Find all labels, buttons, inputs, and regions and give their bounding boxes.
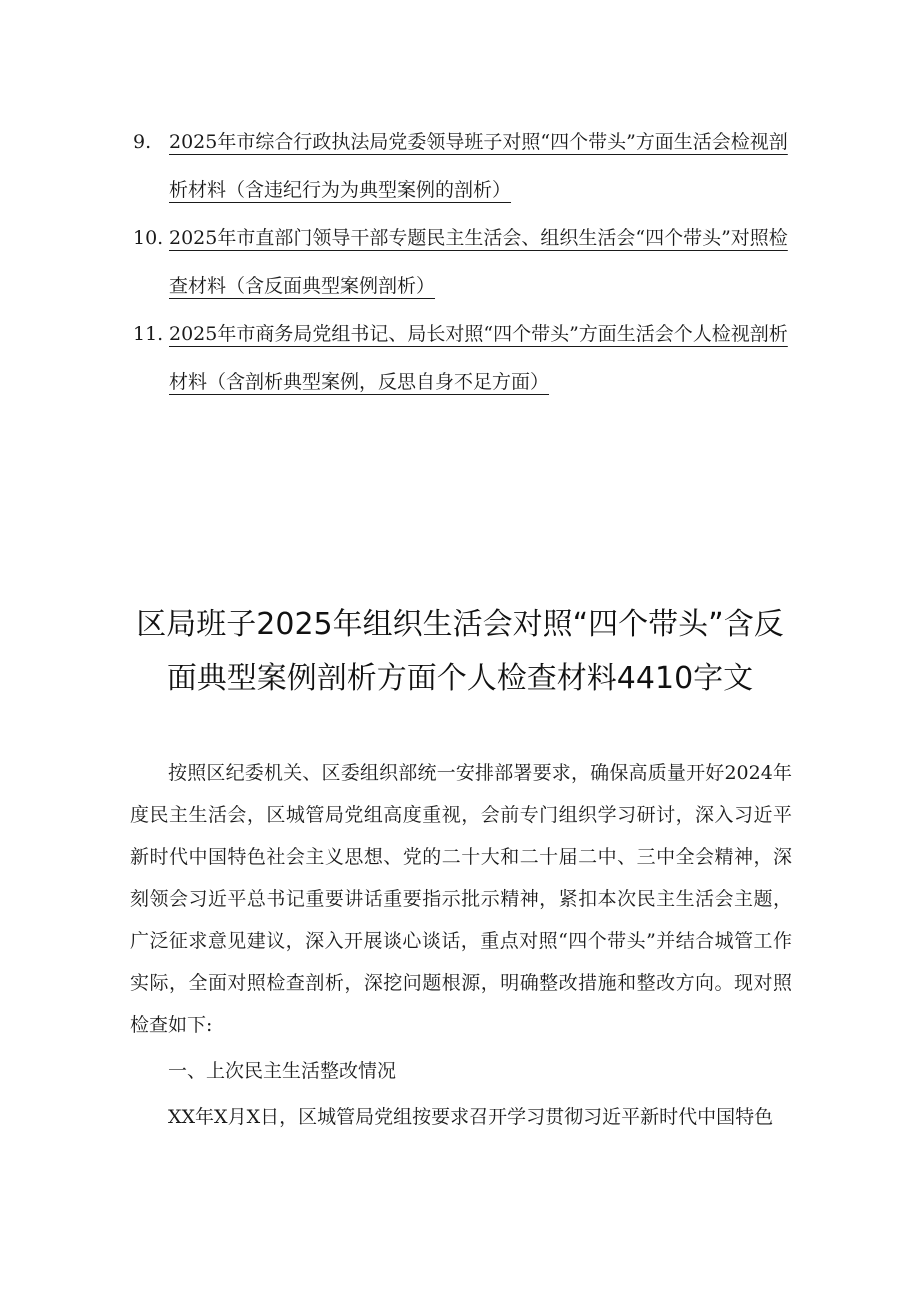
document-title bbox=[120, 598, 800, 706]
toc-number: 9. bbox=[133, 131, 152, 153]
body-paragraph: XX年X月X日，区城管局党组按要求召开学习贯彻习近平新时代中国特色 bbox=[168, 1106, 774, 1128]
toc-item[interactable] bbox=[133, 310, 793, 406]
title-line-2: 面典型案例剖析方面个人检查材料4410字文 bbox=[166, 661, 754, 696]
toc-list bbox=[133, 118, 793, 406]
toc-link[interactable]: 2025年市商务局党组书记、局长对照“四个带头”方面生活会个人检视剖析材料（含剖析典型案例，反思自身不足方面） bbox=[169, 323, 788, 393]
toc-item[interactable] bbox=[133, 214, 793, 310]
section-heading: 一、上次民主生活整改情况 bbox=[168, 1060, 397, 1082]
toc-link[interactable]: 2025年市综合行政执法局党委领导班子对照“四个带头”方面生活会检视剖析材料（含违纪行为为典型案例的剖析） bbox=[169, 131, 788, 201]
toc-item[interactable] bbox=[133, 118, 793, 214]
title-line-1: 区局班子2025年组织生活会对照“四个带头”含反 bbox=[136, 607, 784, 642]
intro-paragraph: 按照区纪委机关、区委组织部统一安排部署要求，确保高质量开好2024年度民主生活会，区城管局党组高度重视，会前专门组织学习研讨，深入习近平新时代中国特色社会主义思想、党的二十大和二十届二中、三中全会精神，深刻领会习近平总书记重要讲话重要指示批示精神，紧扣本次民主生活会主题，广泛征求意见建议，深入开展谈心谈话，重点对照“四个带头”并结合城管工作实际，全面对照检查剖析，深挖问题根源，明确整改措施和整改方向。现对照检查如下: bbox=[130, 762, 792, 1036]
toc-link[interactable]: 2025年市直部门领导干部专题民主生活会、组织生活会“四个带头”对照检查材料（含反面典型案例剖析） bbox=[169, 227, 788, 297]
toc-number: 11. bbox=[133, 323, 164, 345]
document-body bbox=[130, 752, 792, 1138]
toc-number: 10. bbox=[133, 227, 164, 249]
